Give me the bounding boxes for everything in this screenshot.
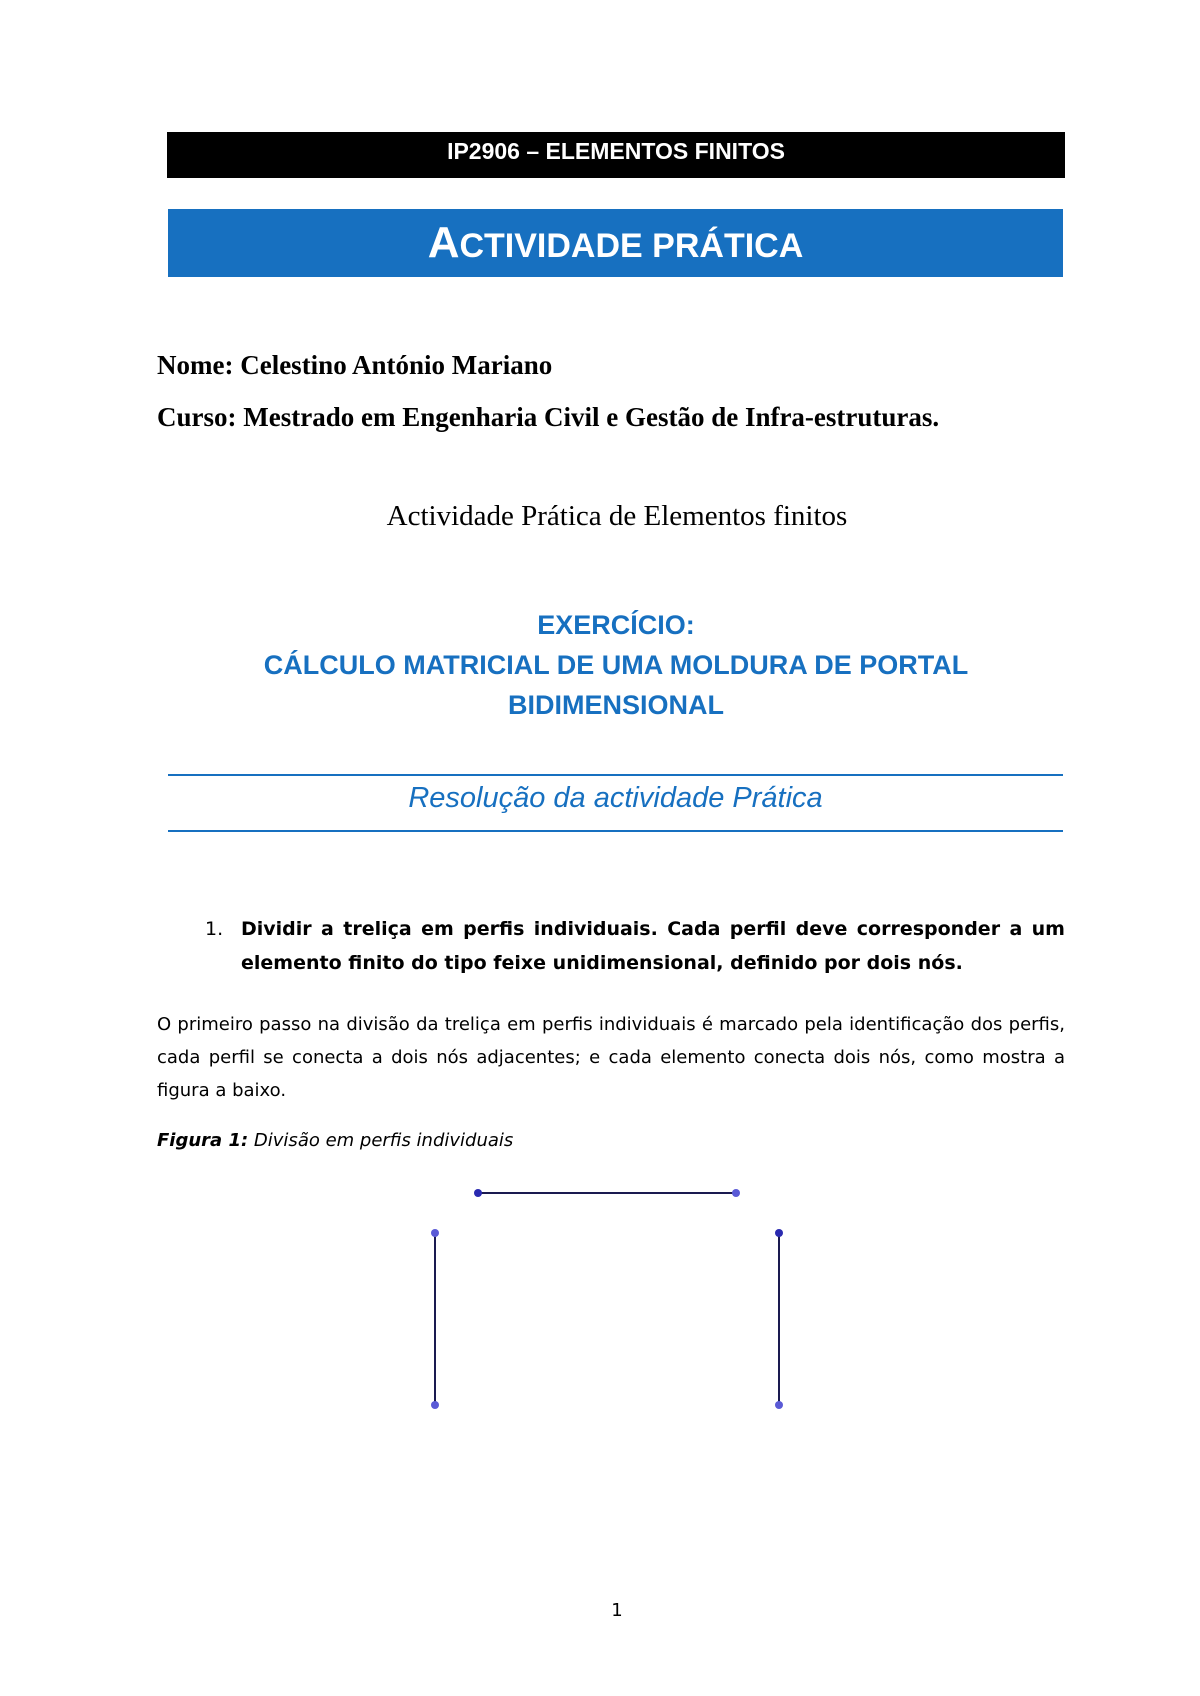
exercise-label: EXERCÍCIO: <box>537 610 695 640</box>
course-code: IP2906 – ELEMENTOS FINITOS <box>447 138 785 164</box>
body-paragraph: O primeiro passo na divisão da treliça em perfis individuais é marcado pela identificação dos perfis, cada perfil se conecta a dois nós adjacentes; e cada elemento conecta dois nós, como mostra a figura a baixo. <box>157 1014 1065 1101</box>
document-title: Actividade Prática de Elementos finitos <box>386 500 848 532</box>
student-course-label: Curso: <box>157 402 237 432</box>
activity-banner-text: CTIVIDADE PRÁTICA <box>459 227 804 265</box>
node-left-top <box>431 1229 439 1237</box>
student-name-label: Nome: <box>157 350 234 380</box>
student-course-value: Mestrado em Engenharia Civil e Gestão de Infra-estruturas. <box>243 402 940 432</box>
node-beam-right <box>732 1189 740 1197</box>
page-number: 1 <box>611 1600 623 1621</box>
node-right-bottom <box>775 1401 783 1409</box>
exercise-title-line-2: BIDIMENSIONAL <box>508 690 724 720</box>
section-subtitle: Resolução da actividade Prática <box>408 782 823 814</box>
exercise-title-line-1: CÁLCULO MATRICIAL DE UMA MOLDURA DE PORTAL <box>263 650 969 680</box>
student-name-value: Celestino António Mariano <box>240 350 553 380</box>
node-left-bottom <box>431 1401 439 1409</box>
activity-banner-initial: A <box>427 218 460 267</box>
list-item-number: 1. <box>205 918 224 940</box>
node-beam-left <box>474 1189 482 1197</box>
figure-caption-text: Divisão em perfis individuais <box>253 1130 514 1151</box>
list-item-text: Dividir a treliça em perfis individuais. Cada perfil deve corresponder a um elemento finito do tipo feixe unidimensional, definido por dois nós. <box>241 918 1065 974</box>
node-right-top <box>775 1229 783 1237</box>
figure-caption-label: Figura 1: <box>157 1130 249 1151</box>
